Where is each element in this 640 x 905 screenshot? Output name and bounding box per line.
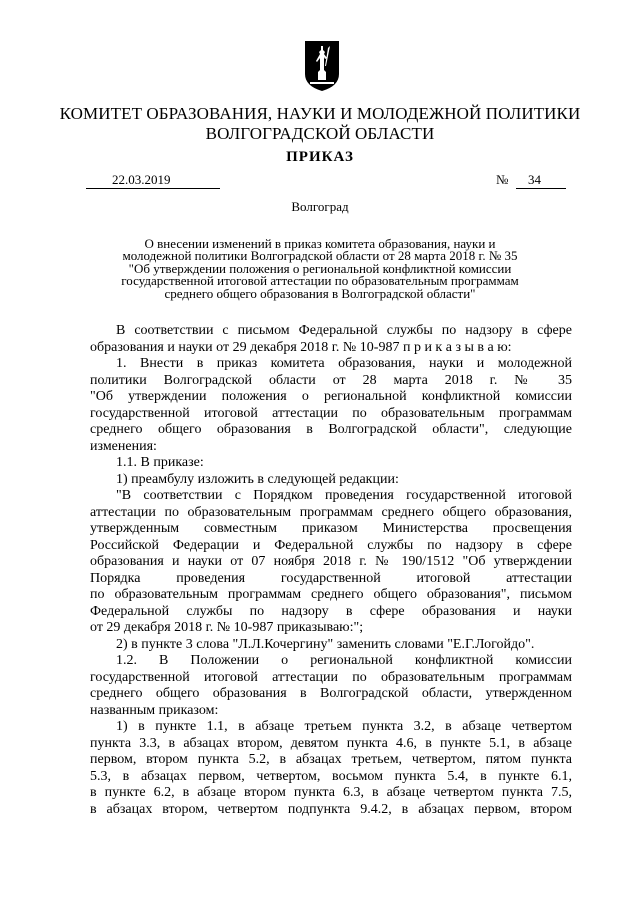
body-text-line: 1.2. В Положении о региональной конфликтной комиссии — [116, 653, 572, 668]
document-title: ПРИКАЗ — [286, 149, 354, 165]
order-date: 22.03.2019 — [112, 172, 171, 187]
body-text-line: образования и науки от 29 декабря 2018 г. № 10-987 п р и к а з ы в а ю: — [90, 339, 512, 355]
subject-line: О внесении изменений в приказ комитета образования, науки и — [144, 236, 496, 251]
order-body — [90, 323, 572, 818]
body-text-line: в пункте 6.2, в абзаце втором пункта 6.3, в абзаце четвертом пункта 7.5, — [90, 785, 572, 800]
organization-name-line1: КОМИТЕТ ОБРАЗОВАНИЯ, НАУКИ И МОЛОДЕЖНОЙ ПОЛИТИКИ — [59, 104, 581, 123]
subject-line: "Об утверждении положения о региональной конфликтной комиссии — [128, 260, 512, 276]
body-text-line: Российской Федерации и Федеральной службы по надзору в сфере — [90, 537, 572, 553]
order-number: 34 — [528, 172, 541, 187]
subject-line: молодежной политики Волгоградской области от 28 марта 2018 г. № 35 — [122, 248, 518, 264]
subject-line: государственной итоговой аттестации по образовательным программам — [121, 273, 519, 289]
subject-line: среднего общего образования в Волгоградской области" — [164, 285, 476, 301]
body-text-line: пункта 3.3, в абзацах втором, девятом пункта 4.6, в пункте 5.1, в абзаце — [90, 735, 572, 751]
organization-name-line2: ВОЛГОГРАДСКОЙ ОБЛАСТИ — [205, 124, 435, 143]
city-name: Волгоград — [291, 199, 349, 214]
body-text-line: утвержденным совместным приказом Министерства просвещения — [90, 521, 572, 536]
coat-of-arms-icon — [304, 40, 340, 92]
body-text-line: среднего общего образования в Волгоградской области, утвержденном — [90, 686, 572, 701]
body-text-line: первом, втором пункта 5.2, в абзацах третьем, четвертом, пятом пункта — [90, 752, 572, 767]
body-text-line: 5.3, в абзацах первом, четвертом, восьмом пункта 5.4, в пункте 6.1, — [90, 768, 572, 784]
body-text-line: Федеральной службы по надзору в сфере образования и науки — [90, 603, 572, 619]
body-text-line: 1.1. В приказе: — [116, 455, 204, 470]
body-text-line: в абзацах втором, четвертом подпункта 9.4.2, в абзацах первом, втором — [90, 801, 572, 817]
body-text-line: по образовательным программам среднего общего образования", письмом — [90, 587, 572, 602]
body-text-line: В соответствии с письмом Федеральной службы по надзору в сфере — [116, 323, 572, 338]
body-text-line: государственной итоговой аттестации по образовательным программам — [90, 405, 572, 421]
body-text-line: названным приказом: — [90, 702, 219, 718]
body-text-line: политики Волгоградской области от 28 марта 2018 г. № 35 — [90, 372, 572, 388]
order-subject — [80, 238, 560, 300]
order-date-field — [86, 174, 220, 189]
body-text-line: Порядка проведения государственной итоговой аттестации — [90, 570, 572, 586]
body-text-line: 1) преамбулу изложить в следующей редакции: — [116, 471, 399, 487]
body-text-line: 1) в пункте 1.1, в абзаце третьем пункта 3.2, в абзаце четвертом — [116, 719, 572, 734]
body-text-line: 2) в пункте 3 слова "Л.Л.Кочергину" заменить словами "Е.Г.Логойдо". — [116, 636, 535, 652]
body-text-line: изменения: — [90, 438, 157, 454]
body-text-line: от 29 декабря 2018 г. № 10-987 приказываю:"; — [90, 620, 364, 635]
body-text-line: среднего общего образования в Волгоградской области", следующие — [90, 422, 572, 437]
body-text-line: образования и науки от 07 ноября 2018 г. № 190/1512 "Об утверждении — [90, 554, 572, 569]
body-text-line: "В соответствии с Порядком проведения государственной итоговой — [116, 488, 572, 503]
order-number-field — [516, 174, 566, 189]
body-text-line: "Об утверждении положения о региональной конфликтной комиссии — [90, 389, 572, 404]
order-number-label: № — [496, 172, 509, 187]
body-text-line: государственной итоговой аттестации по образовательным программам — [90, 669, 572, 685]
body-text-line: аттестации по образовательным программам среднего общего образования, — [90, 504, 572, 520]
body-text-line: 1. Внести в приказ комитета образования, науки и молодежной — [116, 356, 572, 371]
